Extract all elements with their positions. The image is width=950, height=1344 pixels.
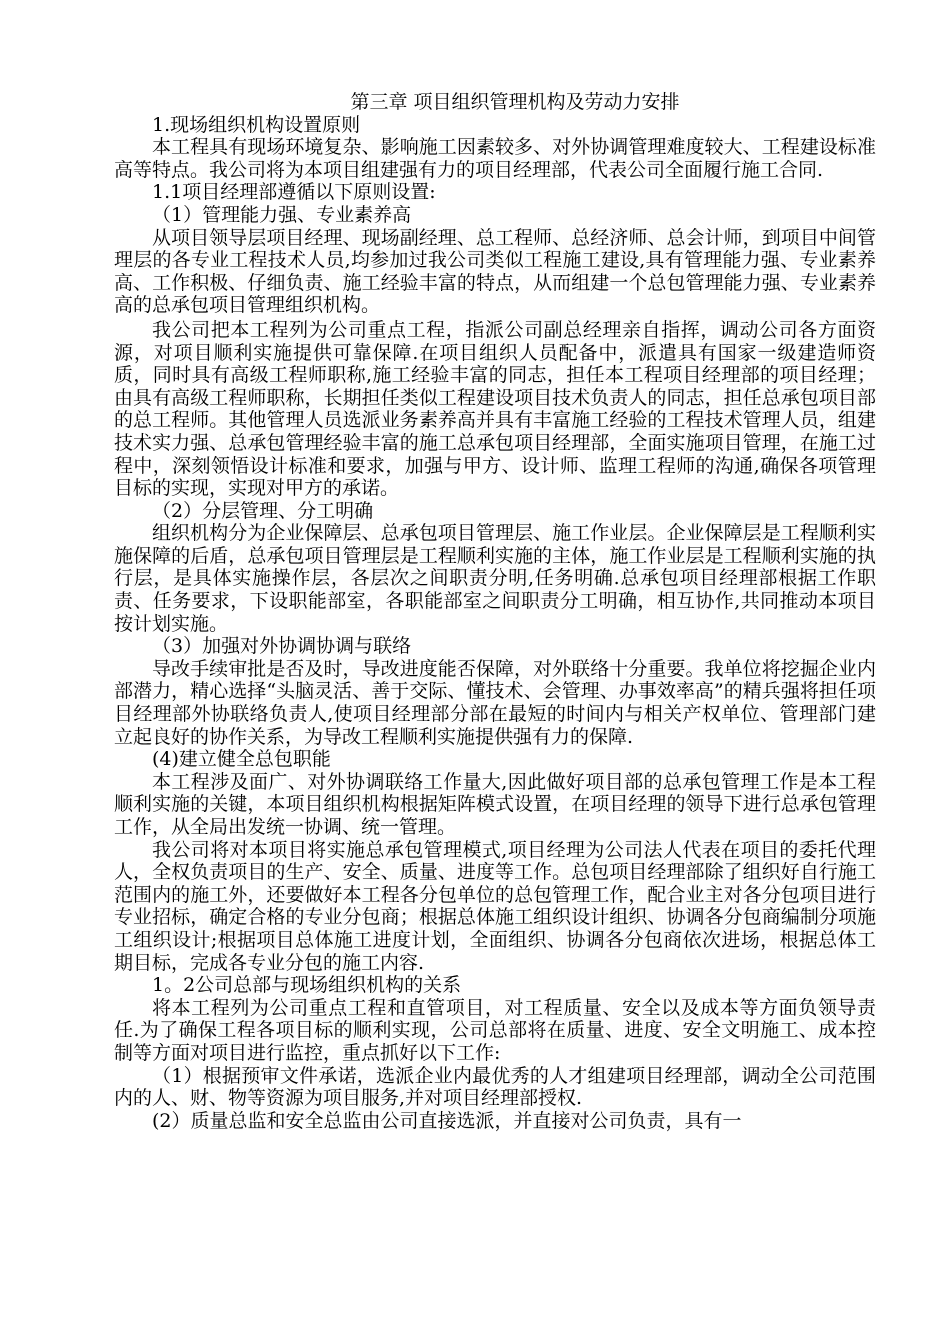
paragraph: （1）根据预审文件承诺，选派企业内最优秀的人才组建项目经理部，调动全公司范围内的人、财、物等资源为项目服务,并对项目经理部授权. (114, 1064, 876, 1110)
paragraph: 组织机构分为企业保障层、总承包项目管理层、施工作业层。企业保障层是工程顺利实施保障的后盾，总承包项目管理层是工程顺利实施的主体，施工作业层是工程顺利实施的执行层，是具体实施操作层，各层次之间职责分明,任务明确.总承包项目经理部根据工作职责、任务要求，下设职能部室，各职能部室之间职责分工明确，相互协作,共同推动本项目按计划实施。 (114, 522, 876, 635)
paragraph: 将本工程列为公司重点工程和直管项目，对工程质量、安全以及成本等方面负领导责任.为了确保工程各项目标的顺利实现，公司总部将在质量、进度、安全文明施工、成本控制等方面对项目进行监控，重点抓好以下工作: (114, 996, 876, 1064)
subsection-heading: 1.1项目经理部遵循以下原则设置: (152, 181, 436, 204)
subsection-heading: 1。2公司总部与现场组织机构的关系 (152, 974, 462, 997)
principle-heading: (4)建立健全总包职能 (152, 748, 331, 771)
paragraph: 从项目领导层项目经理、现场副经理、总工程师、总经济师、总会计师，到项目中间管理层的各专业工程技术人员,均参加过我公司类似工程施工建设,具有管理能力强、专业素养高、工作积极、仔细负责、施工经验丰富的特点，从而组建一个总包管理能力强、专业素养高的总承包项目管理组织机构。 (114, 226, 876, 317)
paragraph: 我公司将对本项目将实施总承包管理模式,项目经理为公司法人代表在项目的委托代理人，全权负责项目的生产、安全、质量、进度等工作。总包项目经理部除了组织好自行施工范围内的施工外，还要做好本工程各分包单位的总包管理工作，配合业主对各分包项目进行专业招标，确定合格的专业分包商；根据总体施工组织设计组织、协调各分包商编制分项施工组织设计;根据项目总体施工进度计划，全面组织、协调各分包商依次进场，根据总体工期目标，完成各专业分包的施工内容. (114, 838, 876, 974)
paragraph: 本工程具有现场环境复杂、影响施工因素较多、对外协调管理难度较大、工程建设标准高等特点。我公司将为本项目组建强有力的项目经理部，代表公司全面履行施工合同. (114, 136, 876, 181)
paragraph: 我公司把本工程列为公司重点工程，指派公司副总经理亲自指挥，调动公司各方面资源，对项目顺利实施提供可靠保障.在项目组织人员配备中，派遣具有国家一级建造师资质，同时具有高级工程师职称,施工经验丰富的同志，担任本工程项目经理部的项目经理；由具有高级工程师职称，长期担任类似工程建设项目技术负责人的同志，担任总承包项目部的总工程师。其他管理人员选派业务素养高并具有丰富施工经验的工程技术管理人员，组建技术实力强、总承包管理经验丰富的施工总承包项目经理部，全面实施项目管理，在施工过程中，深刻领悟设计标准和要求，加强与甲方、设计师、监理工程师的沟通,确保各项管理目标的实现，实现对甲方的承诺。 (114, 318, 876, 500)
paragraph: (2）质量总监和安全总监由公司直接选派，并直接对公司负责，具有一 (152, 1109, 742, 1132)
section-heading: 1.现场组织机构设置原则 (152, 113, 361, 136)
principle-heading: （2）分层管理、分工明确 (152, 499, 374, 522)
principle-heading: （1）管理能力强、专业素养高 (152, 203, 412, 226)
paragraph: 本工程涉及面广、对外协调联络工作量大,因此做好项目部的总承包管理工作是本工程顺利实施的关键，本项目组织机构根据矩阵模式设置，在项目经理的领导下进行总承包管理工作，从全局出发统一协调、统一管理。 (114, 770, 876, 838)
document-title: 第三章 项目组织管理机构及劳动力安排 (350, 91, 680, 113)
principle-heading: （3）加强对外协调协调与联络 (152, 635, 412, 658)
document-page (114, 91, 876, 1132)
paragraph: 导改手续审批是否及时，导改进度能否保障，对外联络十分重要。我单位将挖掘企业内部潜力，精心选择“头脑灵活、善于交际、懂技术、会管理、办事效率高”的精兵强将担任项目经理部外协联络负责人,使项目经理部分部在最短的时间内与相关产权单位、管理部门建立起良好的协作关系，为导改工程顺利实施提供强有力的保障. (114, 657, 876, 748)
